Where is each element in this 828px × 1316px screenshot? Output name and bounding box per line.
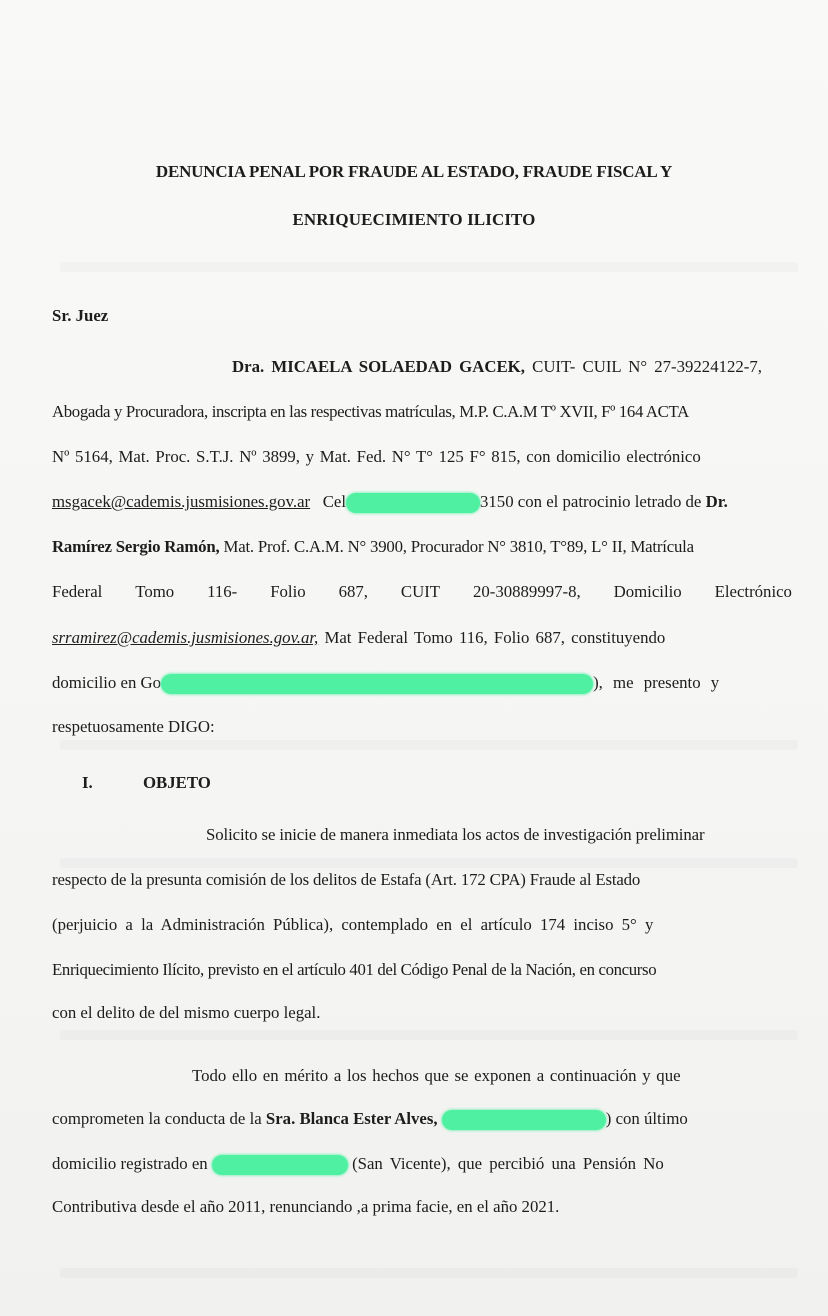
intro-line-8 [52, 672, 792, 694]
redaction-mark [161, 674, 593, 694]
document-title-line1: DENUNCIA PENAL POR FRAUDE AL ESTADO, FRAUDE FISCAL Y [155, 162, 673, 181]
cel-label: Cel [322, 492, 347, 511]
facts-line-1: Todo ello en mérito a los hechos que se exponen a continuación y que [192, 1066, 681, 1085]
word: Federal [52, 582, 103, 601]
presentation-text: ), me presento y [593, 673, 720, 692]
word: Domicilio [613, 582, 682, 601]
intro-line-6 [52, 581, 792, 603]
word: 116- [207, 582, 238, 601]
section-number: I. [82, 773, 93, 792]
intro-line-1 [232, 356, 792, 378]
facts-text: (San Vicente), que percibió una Pensión No [352, 1154, 664, 1173]
sponsor-email-link[interactable]: srramirez@cademis.jusmisiones.gov.ar, [52, 628, 319, 647]
objeto-line-4: Enriquecimiento Ilícito, previsto en el artículo 401 del Código Penal de la Nación, en concurso [52, 960, 657, 979]
intro-line-7 [52, 627, 792, 649]
sponsor-title: Dr. [705, 492, 728, 511]
sponsor-name: Ramírez Sergio Ramón, [52, 537, 220, 556]
word: Folio [270, 582, 306, 601]
redaction-mark [346, 493, 480, 513]
salutation: Sr. Juez [52, 306, 109, 325]
cel-tail: 3150 [480, 492, 514, 511]
objeto-line-3: (perjuicio a la Administración Pública), contemplado en el artículo 174 inciso 5° y [52, 915, 654, 934]
intro-line-9: respetuosamente DIGO: [52, 717, 215, 736]
intro-line-4 [52, 491, 792, 513]
intro-line-5 [52, 536, 792, 558]
redaction-mark [212, 1155, 348, 1175]
intro-title: Dra. [232, 357, 265, 376]
facts-text: domicilio registrado en [52, 1154, 208, 1173]
word: Tomo [135, 582, 175, 601]
objeto-line-2: respecto de la presunta comisión de los delitos de Estafa (Art. 172 CPA) Fraude al Estado [52, 870, 641, 889]
facts-text: ) con último [605, 1109, 688, 1128]
word: Electrónico [714, 582, 792, 601]
word: 687, [338, 582, 368, 601]
facts-line-3 [52, 1153, 792, 1175]
word: CUIT [400, 582, 441, 601]
sponsor-registrations: Mat. Prof. C.A.M. N° 3900, Procurador N° 3810, T°89, L° II, Matrícula [223, 537, 694, 556]
objeto-line-5: con el delito de del mismo cuerpo legal. [52, 1003, 321, 1022]
facts-line-2 [52, 1108, 792, 1130]
sponsorship-text: con el patrocinio letrado de [517, 492, 702, 511]
sponsor-federal-registration: Mat Federal Tomo 116, Folio 687, constituyendo [324, 628, 666, 647]
document-title-line2: ENRIQUECIMIENTO ILICITO [292, 210, 536, 229]
bleed-through [60, 1268, 798, 1278]
lawyer-name: MICAELA SOLAEDAD GACEK, [271, 357, 525, 376]
lawyer-cuit: CUIT- CUIL N° 27-39224122-7, [532, 357, 762, 376]
word: 20-30889997-8, [473, 582, 581, 601]
bleed-through [60, 1030, 798, 1040]
bleed-through [60, 262, 798, 272]
lawyer-email-link[interactable]: msgacek@cademis.jusmisiones.gov.ar [52, 492, 311, 511]
objeto-line-1: Solicito se inicie de manera inmediata los actos de investigación preliminar [206, 825, 705, 844]
intro-line-3: Nº 5164, Mat. Proc. S.T.J. Nº 3899, y Mat. Fed. N° T° 125 F° 815, con domicilio electrónico [52, 447, 701, 466]
facts-text: comprometen la conducta de la [52, 1109, 262, 1128]
bleed-through [60, 740, 798, 750]
redaction-mark [442, 1110, 606, 1130]
intro-line-2: Abogada y Procuradora, inscripta en las respectivas matrículas, M.P. C.A.M Tº XVII, Fº 164 ACTA [52, 402, 689, 421]
facts-line-4: Contributiva desde el año 2011, renunciando ,a prima facie, en el año 2021. [52, 1197, 560, 1216]
accused-name: Sra. Blanca Ester Alves, [265, 1109, 438, 1128]
bleed-through [60, 858, 798, 868]
domicile-label: domicilio en Go [52, 673, 162, 692]
section-heading: OBJETO [143, 773, 211, 792]
